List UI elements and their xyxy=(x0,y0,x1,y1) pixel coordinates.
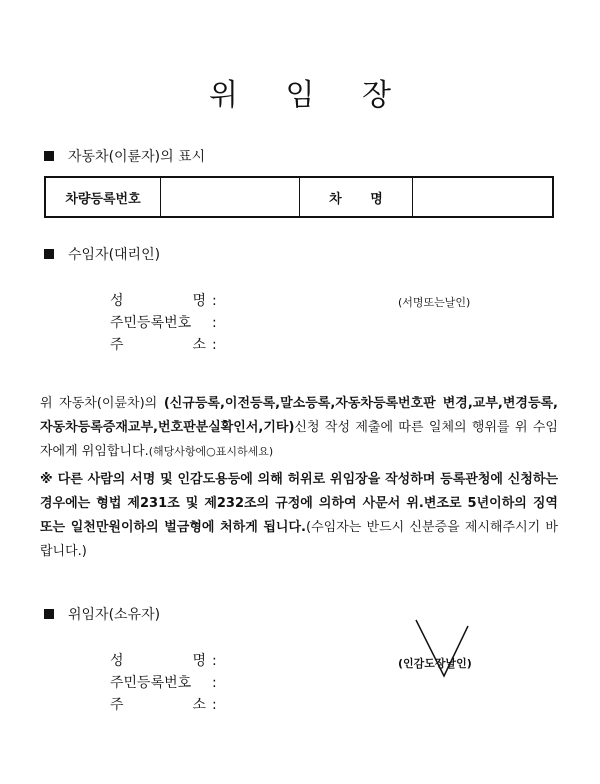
principal-name-label: 성 명 xyxy=(110,653,206,669)
principal-name-row xyxy=(110,650,217,672)
checkmark-icon xyxy=(414,618,470,682)
agent-name-colon: : xyxy=(212,293,217,309)
reg-no-label: 차량등록번호 xyxy=(45,177,161,217)
agent-id-row xyxy=(110,312,217,334)
principal-name-colon: : xyxy=(212,653,217,669)
sign-note: (서명또는날인) xyxy=(398,296,471,309)
delegation-paragraph xyxy=(40,392,558,464)
agent-addr-label: 주 소 xyxy=(110,337,206,353)
agent-fields xyxy=(110,290,217,356)
section-vehicle xyxy=(44,146,205,166)
warning-text: ※ 다른 사람의 서명 및 인감도용등에 의해 허위로 위임장을 작성하며 등록관청에 신청하는 경우에는 형법 제231조 및 제232조의 규정에 의하여 사문서 위.변조로 5년이하의 징역 또는 일천만원이하의 벌금형에 처하게 됩니다. xyxy=(40,472,558,535)
agent-name-row xyxy=(110,290,217,312)
para-text-c: 신청 작성 제출에 따른 일체의 행위를 위 수임자에게 위임합니다. xyxy=(40,420,558,459)
warning-paragraph xyxy=(40,468,558,564)
vehicle-table xyxy=(44,176,554,218)
principal-id-colon: : xyxy=(212,675,217,691)
agent-addr-row xyxy=(110,334,217,356)
document-title: 위 임 장 xyxy=(208,78,391,113)
section-principal-label: 위임자(소유자) xyxy=(68,607,161,623)
para-mark-note: (해당사항에○표시하세요) xyxy=(148,445,274,458)
section-agent-label: 수임자(대리인) xyxy=(68,247,161,263)
principal-fields xyxy=(110,650,217,716)
car-name-label: 차 명 xyxy=(300,177,413,217)
reg-no-value[interactable] xyxy=(161,177,300,217)
agent-id-label: 주민등록번호 xyxy=(110,315,192,331)
section-vehicle-label: 자동차(이륜자)의 표시 xyxy=(68,149,206,165)
square-bullet-icon xyxy=(44,151,54,161)
agent-id-colon: : xyxy=(212,315,217,331)
principal-id-row xyxy=(110,672,217,694)
principal-addr-row xyxy=(110,694,217,716)
principal-addr-label: 주 소 xyxy=(110,697,206,713)
square-bullet-icon xyxy=(44,249,54,259)
para-options: (신규등록,이전등록,말소등록,자동차등록번호판 변경,교부,변경등록, 자동차등록증재교부,번호판분실확인서,기타) xyxy=(40,396,558,435)
seal-note: (인감도장날인) xyxy=(398,657,472,670)
principal-id-label: 주민등록번호 xyxy=(110,675,192,691)
id-note: (수임자는 반드시 신분증을 제시해주시기 바랍니다.) xyxy=(40,520,558,559)
agent-addr-colon: : xyxy=(212,337,217,353)
car-name-value[interactable] xyxy=(413,177,554,217)
para-text-a: 위 자동차(이륜차)의 xyxy=(40,396,164,411)
section-principal xyxy=(44,604,160,624)
agent-name-label: 성 명 xyxy=(110,293,206,309)
principal-addr-colon: : xyxy=(212,697,217,713)
square-bullet-icon xyxy=(44,609,54,619)
section-agent xyxy=(44,244,160,264)
